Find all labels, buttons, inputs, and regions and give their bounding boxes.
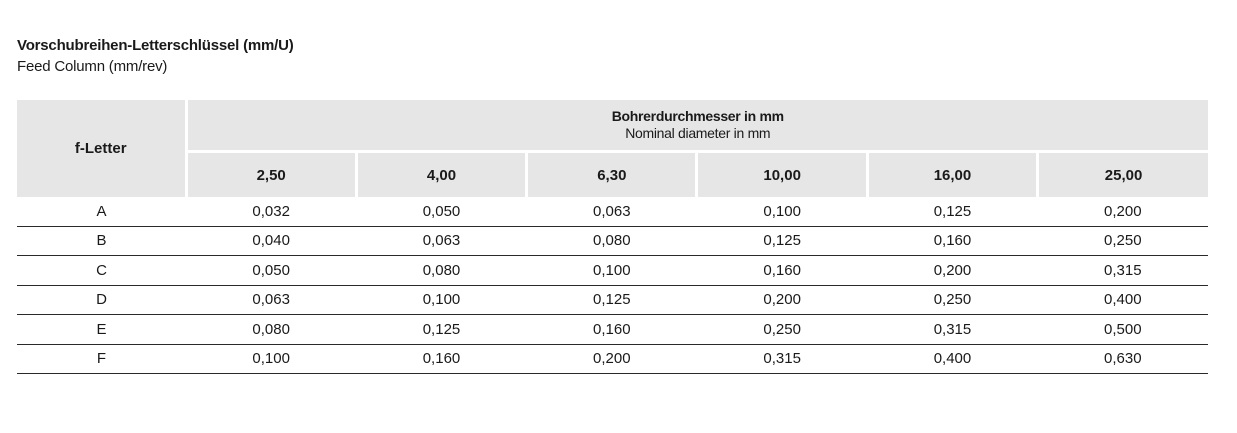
table-cell: 0,400 [867, 344, 1037, 374]
column-header-diameter: 16,00 [867, 152, 1037, 198]
table-cell: 0,200 [697, 285, 867, 315]
heading [17, 36, 294, 76]
table-cell: 0,200 [867, 256, 1037, 286]
table-cell: 0,040 [186, 226, 356, 256]
table-cell: 0,160 [867, 226, 1037, 256]
table-cell: 0,160 [697, 256, 867, 286]
table-header [17, 100, 1208, 197]
column-header-diameter: 25,00 [1038, 152, 1208, 198]
page-title: Vorschubreihen-Letterschlüssel (mm/U) [17, 37, 294, 54]
table-row [17, 197, 1208, 226]
table-cell: 0,315 [697, 344, 867, 374]
table-cell: 0,500 [1038, 315, 1208, 345]
table-cell: 0,050 [186, 256, 356, 286]
table-cell: 0,080 [527, 226, 697, 256]
page-subtitle: Feed Column (mm/rev) [17, 58, 168, 75]
table-cell: 0,125 [867, 197, 1037, 226]
table-cell: 0,250 [1038, 226, 1208, 256]
table-row [17, 226, 1208, 256]
table-cell: 0,050 [356, 197, 526, 226]
table-cell: 0,160 [356, 344, 526, 374]
table-cell: 0,200 [527, 344, 697, 374]
column-header-diameter: 4,00 [356, 152, 526, 198]
diameter-header-en: Nominal diameter in mm [625, 125, 771, 141]
table-cell: 0,063 [527, 197, 697, 226]
table-cell: 0,125 [697, 226, 867, 256]
feed-table [17, 100, 1208, 374]
table-row [17, 256, 1208, 286]
table-cell: 0,160 [527, 315, 697, 345]
column-header-f-letter: f-Letter [17, 100, 186, 197]
table-cell: 0,125 [527, 285, 697, 315]
table-cell: 0,250 [697, 315, 867, 345]
table-cell: 0,125 [356, 315, 526, 345]
table-row [17, 315, 1208, 345]
table-cell: 0,200 [1038, 197, 1208, 226]
diameter-header-de: Bohrerdurchmesser in mm [611, 108, 784, 124]
table-cell: 0,400 [1038, 285, 1208, 315]
table-cell: 0,032 [186, 197, 356, 226]
table-cell: 0,315 [867, 315, 1037, 345]
table-cell: 0,063 [356, 226, 526, 256]
table-cell: 0,315 [1038, 256, 1208, 286]
column-header-diameter: 6,30 [527, 152, 697, 198]
row-letter: D [17, 285, 186, 315]
table-row [17, 344, 1208, 374]
row-letter: A [17, 197, 186, 226]
row-letter: C [17, 256, 186, 286]
table-cell: 0,100 [356, 285, 526, 315]
table-cell: 0,080 [186, 315, 356, 345]
table-cell: 0,630 [1038, 344, 1208, 374]
column-header-diameter: 10,00 [697, 152, 867, 198]
column-group-header-diameter [186, 100, 1208, 152]
table-row [17, 285, 1208, 315]
table-cell: 0,080 [356, 256, 526, 286]
table-cell: 0,250 [867, 285, 1037, 315]
row-letter: B [17, 226, 186, 256]
table-cell: 0,100 [697, 197, 867, 226]
table-body [17, 197, 1208, 374]
table-cell: 0,100 [186, 344, 356, 374]
column-header-diameter: 2,50 [186, 152, 356, 198]
row-letter: F [17, 344, 186, 374]
table-cell: 0,063 [186, 285, 356, 315]
row-letter: E [17, 315, 186, 345]
table-cell: 0,100 [527, 256, 697, 286]
